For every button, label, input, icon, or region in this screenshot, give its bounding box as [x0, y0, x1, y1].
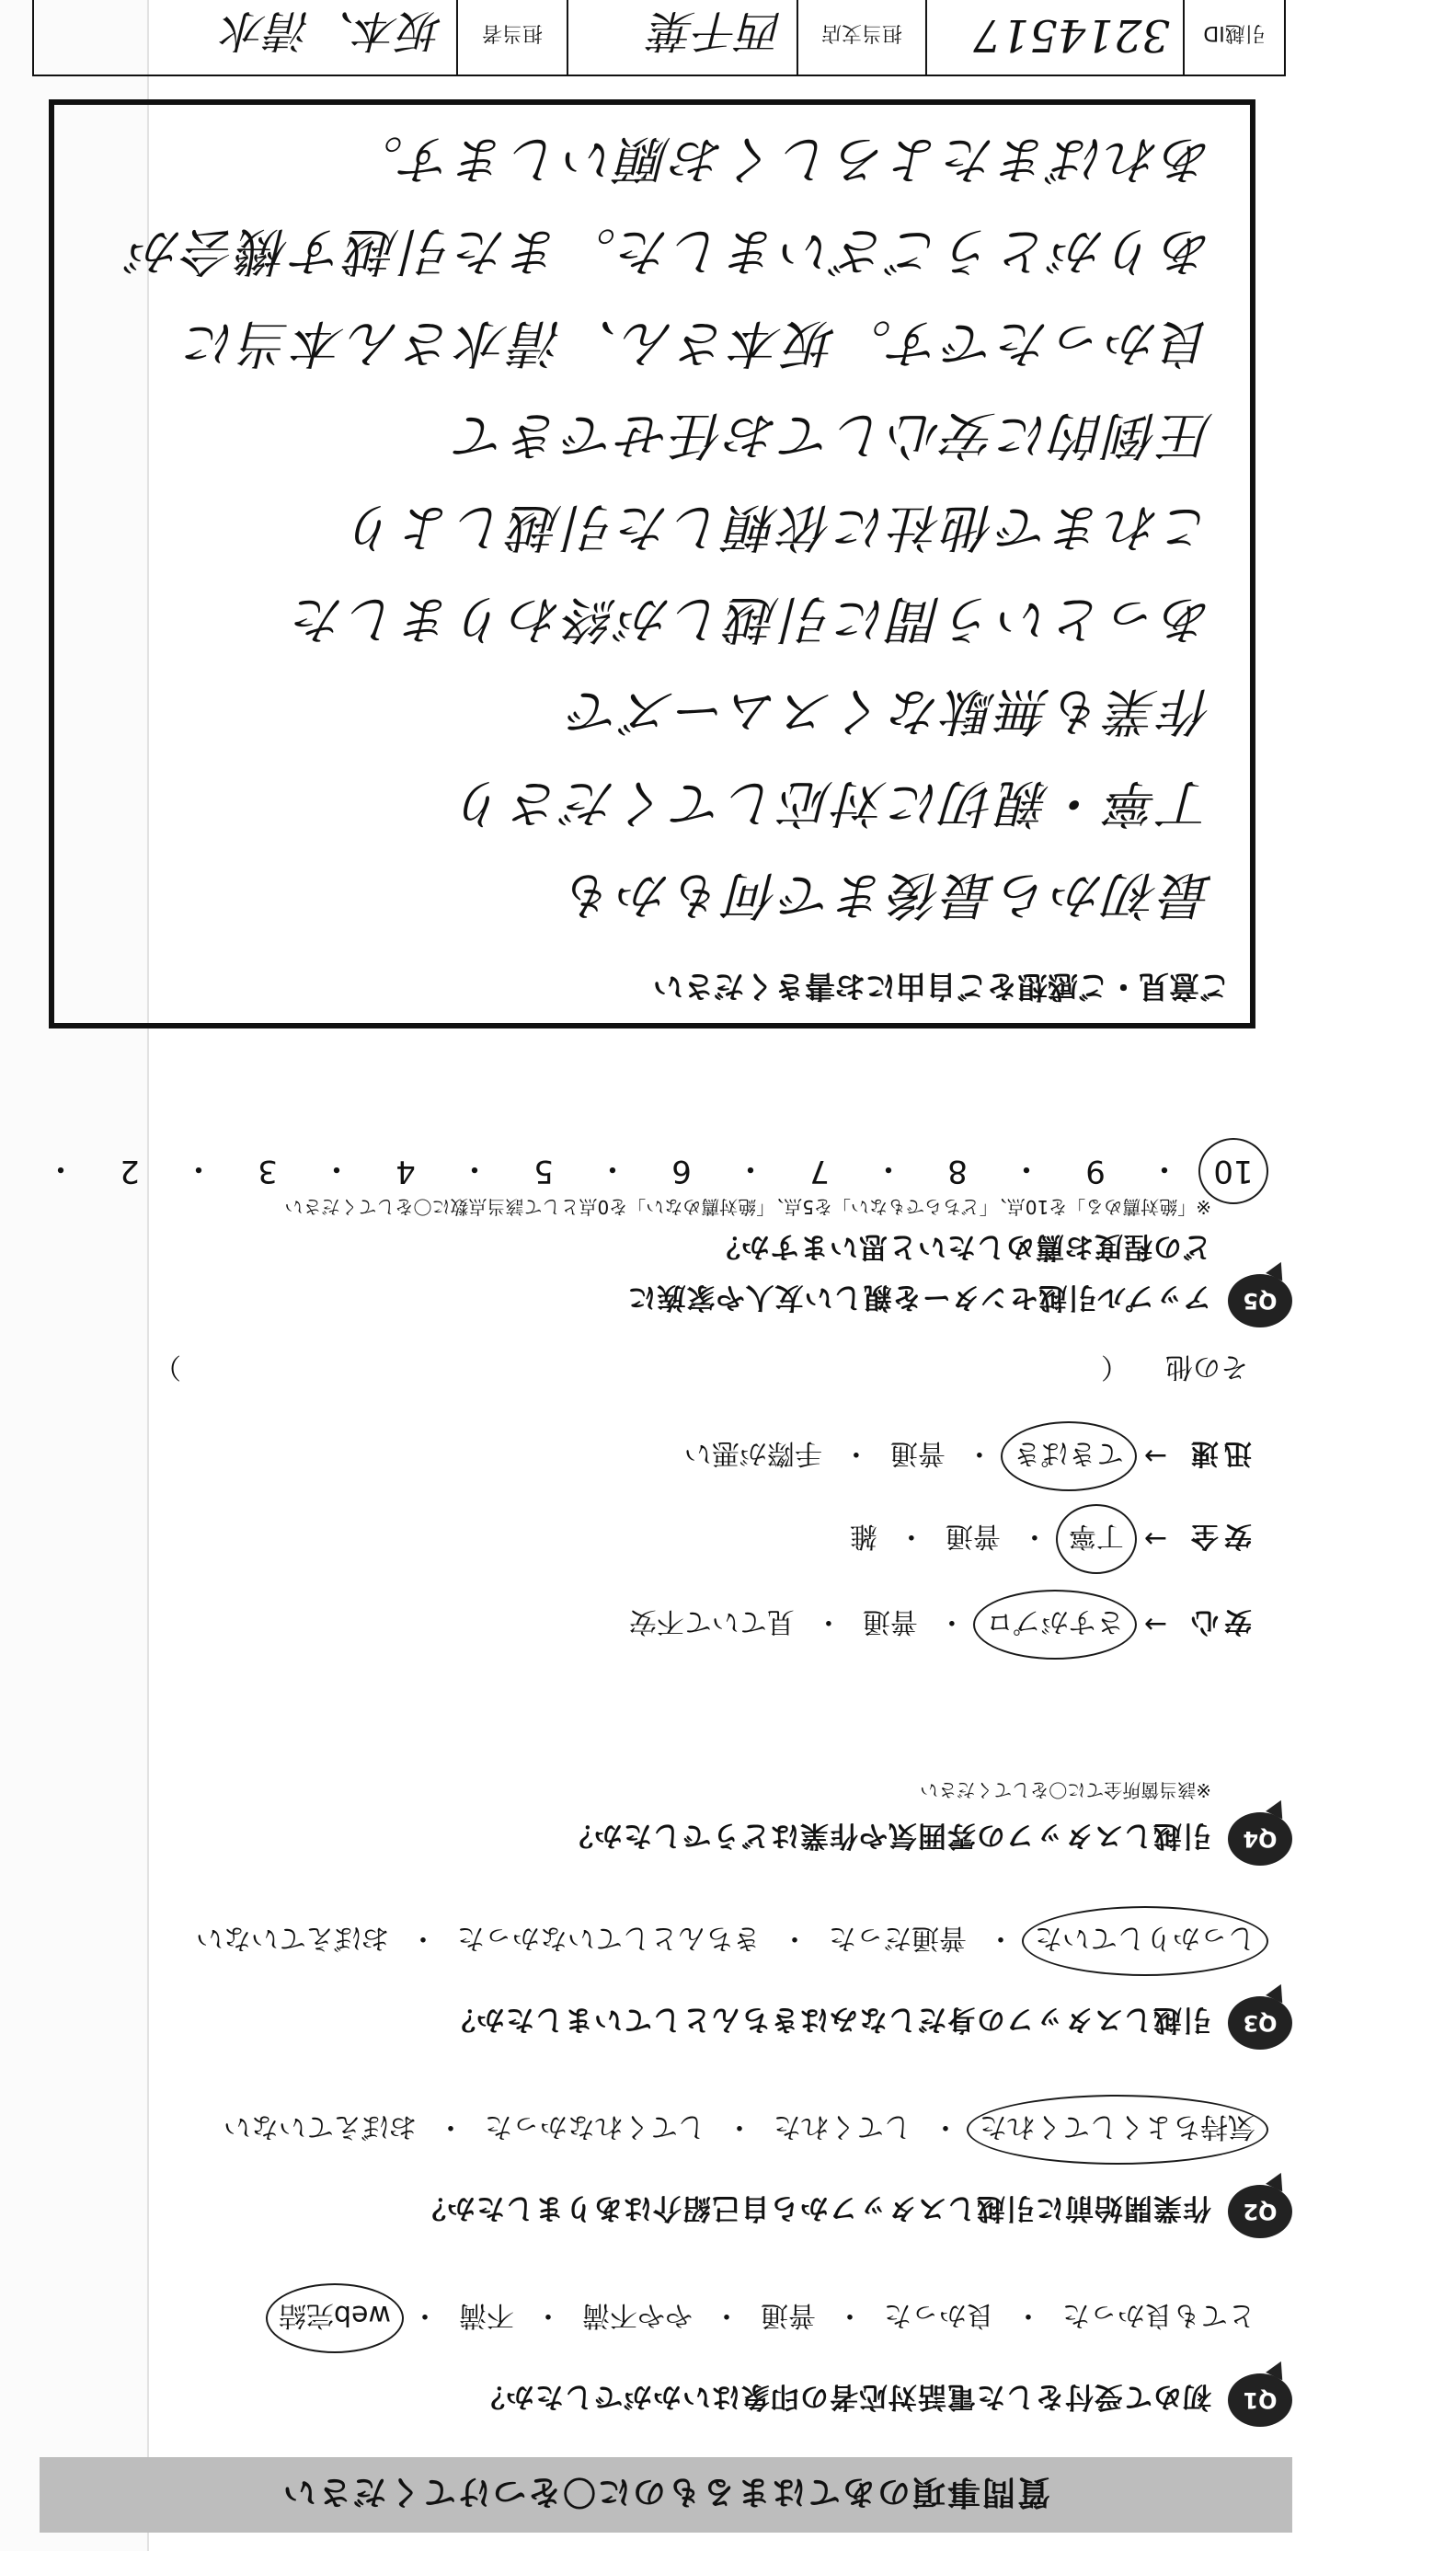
- q3-option[interactable]: おぼえていない: [196, 1922, 389, 1954]
- arrow-right-icon: →: [1143, 1440, 1167, 1473]
- comments-heading: ご意見・ご感想をご自由にお書きください: [653, 969, 1230, 1005]
- q4-text: 引越しスタッフの雰囲気や作業はどうでしたか？: [564, 1819, 1211, 1853]
- staff-label-cell: [456, 0, 567, 75]
- id-value-cell[interactable]: [925, 0, 1183, 75]
- question-1: [97, 2298, 1292, 2427]
- q2-option[interactable]: してくれなかった: [485, 2110, 705, 2143]
- q4-option-selected[interactable]: てきぱき: [1014, 1436, 1124, 1477]
- q1-option-selected[interactable]: web完結: [279, 2298, 391, 2338]
- staff-value: 坂本、清水: [222, 5, 443, 57]
- q4-option[interactable]: 見ていて不安: [628, 1605, 795, 1637]
- q5-score[interactable]: 2: [120, 1153, 140, 1190]
- q4-row-label: 安心: [1186, 1605, 1252, 1637]
- q5-score-selected[interactable]: 10: [1211, 1154, 1255, 1190]
- question-3: [97, 1921, 1292, 2050]
- q4-option-selected[interactable]: 丁寧: [1069, 1519, 1124, 1559]
- q4-row-label: 迅速: [1186, 1437, 1252, 1469]
- q4-other-open: （: [1101, 1350, 1129, 1383]
- question-2: [97, 2109, 1292, 2238]
- comment-line: 作業も無駄なくスムーズで: [567, 681, 1213, 741]
- q5-note: ※「絶対薦める」を10点、「どちらでもない」を5点、「絶対薦めない」を0点として該当点数に〇をしてください: [284, 1196, 1211, 1218]
- id-label-cell: [1183, 0, 1284, 75]
- q4-option-selected[interactable]: さすがプロ: [986, 1604, 1124, 1645]
- q3-option-selected[interactable]: しっかりしていた: [1035, 1921, 1255, 1961]
- q3-text: 引越しスタッフの身だしなみはきちんとしていましたか？: [446, 2003, 1211, 2037]
- q4-row-anzen: 安全 → 丁寧 ・ 普通 ・ 雑: [850, 1519, 1252, 1559]
- q1-option[interactable]: やや不満: [582, 2299, 693, 2331]
- comment-line: 良かったです。坂本さん、清水さん本当に: [183, 313, 1213, 373]
- comment-line: ありがとうございました。また引越す機会が: [128, 221, 1213, 281]
- q5-score[interactable]: 3: [258, 1153, 278, 1190]
- q2-option[interactable]: してくれた: [774, 2110, 911, 2143]
- q1-options: とても良かった ・ 良かった ・ 普通 ・ やや不満 ・ 不満 ・ web完結: [97, 2298, 1255, 2338]
- q2-badge: Q2: [1228, 2185, 1292, 2238]
- staff-value-cell[interactable]: [34, 0, 456, 75]
- q5-scale: 10 ・ 9 ・ 8 ・ 7 ・ 6 ・ 5 ・ 4 ・ 3 ・ 2 ・: [0, 1149, 1255, 1194]
- comment-line: あっという間に引越しが終わりました: [291, 589, 1213, 649]
- q4-option[interactable]: 手際が悪い: [683, 1437, 822, 1469]
- comment-line: これまで他社に依頼した引越しより: [345, 497, 1213, 557]
- q4-option[interactable]: 普通: [889, 1437, 946, 1469]
- arrow-right-icon: →: [1143, 1523, 1167, 1556]
- q1-text: 初めて受付をした電話対応者の印象はいかがでしたか？: [476, 2380, 1211, 2414]
- id-box: [32, 0, 1286, 76]
- q5-score[interactable]: 7: [809, 1153, 830, 1190]
- q3-option[interactable]: 普通だった: [829, 1922, 967, 1954]
- q1-option[interactable]: 普通: [761, 2299, 816, 2331]
- section-header: [40, 2457, 1292, 2533]
- q3-options: しっかりしていた ・ 普通だった ・ きちんとしていなかった ・ おぼえていない: [97, 1921, 1255, 1961]
- q4-other: [62, 1350, 1248, 1390]
- q4-other-close: ）: [154, 1350, 181, 1383]
- q1-option[interactable]: 良かった: [884, 2299, 994, 2331]
- branch-value: 西千葉: [650, 5, 784, 57]
- q4-other-label: その他: [1165, 1350, 1248, 1383]
- comment-line: あればまたよろしくお願いします。: [349, 129, 1213, 189]
- id-value: 3214517: [973, 9, 1170, 61]
- q2-option-selected[interactable]: 気持ちよくしてくれた: [980, 2109, 1255, 2150]
- q2-options: 気持ちよくしてくれた ・ してくれた ・ してくれなかった ・ おぼえていない: [97, 2109, 1255, 2150]
- branch-value-cell[interactable]: [567, 0, 797, 75]
- q5-text-line2: どの程度お薦めしたいと思いますか？: [711, 1230, 1211, 1263]
- comment-line: 圧倒的に安心してお任せできて: [453, 405, 1213, 465]
- q5-score[interactable]: 9: [1085, 1153, 1106, 1190]
- branch-label: 担当支店: [821, 21, 903, 45]
- q4-row-anshin: 安心 → さすがプロ ・ 普通 ・ 見ていて不安: [629, 1604, 1252, 1645]
- arrow-right-icon: →: [1143, 1608, 1167, 1641]
- comment-line: 最初から最後まで何もかも: [562, 865, 1213, 925]
- question-5: [97, 1195, 1292, 1327]
- staff-label: 担当者: [482, 21, 544, 45]
- q5-score[interactable]: [0, 1154, 14, 1190]
- q4-row-jinsoku: 迅速 → てきぱき ・ 普通 ・ 手際が悪い: [684, 1436, 1252, 1477]
- q1-option[interactable]: とても良かった: [1062, 2299, 1255, 2331]
- q4-row-label: 安全: [1186, 1520, 1252, 1552]
- section-header-title: 質問事項のあてはまるものに〇をつけてください: [281, 2473, 1051, 2511]
- id-label: 引越ID: [1203, 21, 1266, 45]
- comment-line: 丁寧・親切に対応してくださり: [453, 773, 1213, 833]
- q1-badge: Q1: [1228, 2373, 1292, 2427]
- q5-score[interactable]: 4: [396, 1153, 416, 1190]
- q5-score[interactable]: 5: [533, 1153, 554, 1190]
- q4-option[interactable]: 雑: [849, 1520, 877, 1552]
- q2-option[interactable]: おぼえていない: [224, 2110, 417, 2143]
- comments-box[interactable]: [49, 99, 1255, 1028]
- q5-score[interactable]: 8: [947, 1153, 968, 1190]
- q4-note: ※該当箇所全てに〇をしてください: [920, 1779, 1211, 1801]
- question-4: [97, 1778, 1292, 1866]
- q1-option[interactable]: 不満: [459, 2299, 514, 2331]
- q4-badge: Q4: [1228, 1812, 1292, 1866]
- q5-badge: Q5: [1228, 1274, 1292, 1327]
- q5-score[interactable]: 6: [671, 1153, 692, 1190]
- branch-label-cell: [797, 0, 925, 75]
- q5-text-line1: アップル引越センターを親しい友人や家族に: [626, 1281, 1211, 1315]
- q4-option[interactable]: 普通: [945, 1520, 1001, 1552]
- q3-badge: Q3: [1228, 1996, 1292, 2050]
- q2-text: 作業開始前に引越しスタッフから自己紹介はありましたか？: [417, 2191, 1211, 2225]
- q4-option[interactable]: 普通: [862, 1605, 918, 1637]
- q3-option[interactable]: きちんとしていなかった: [457, 1922, 761, 1954]
